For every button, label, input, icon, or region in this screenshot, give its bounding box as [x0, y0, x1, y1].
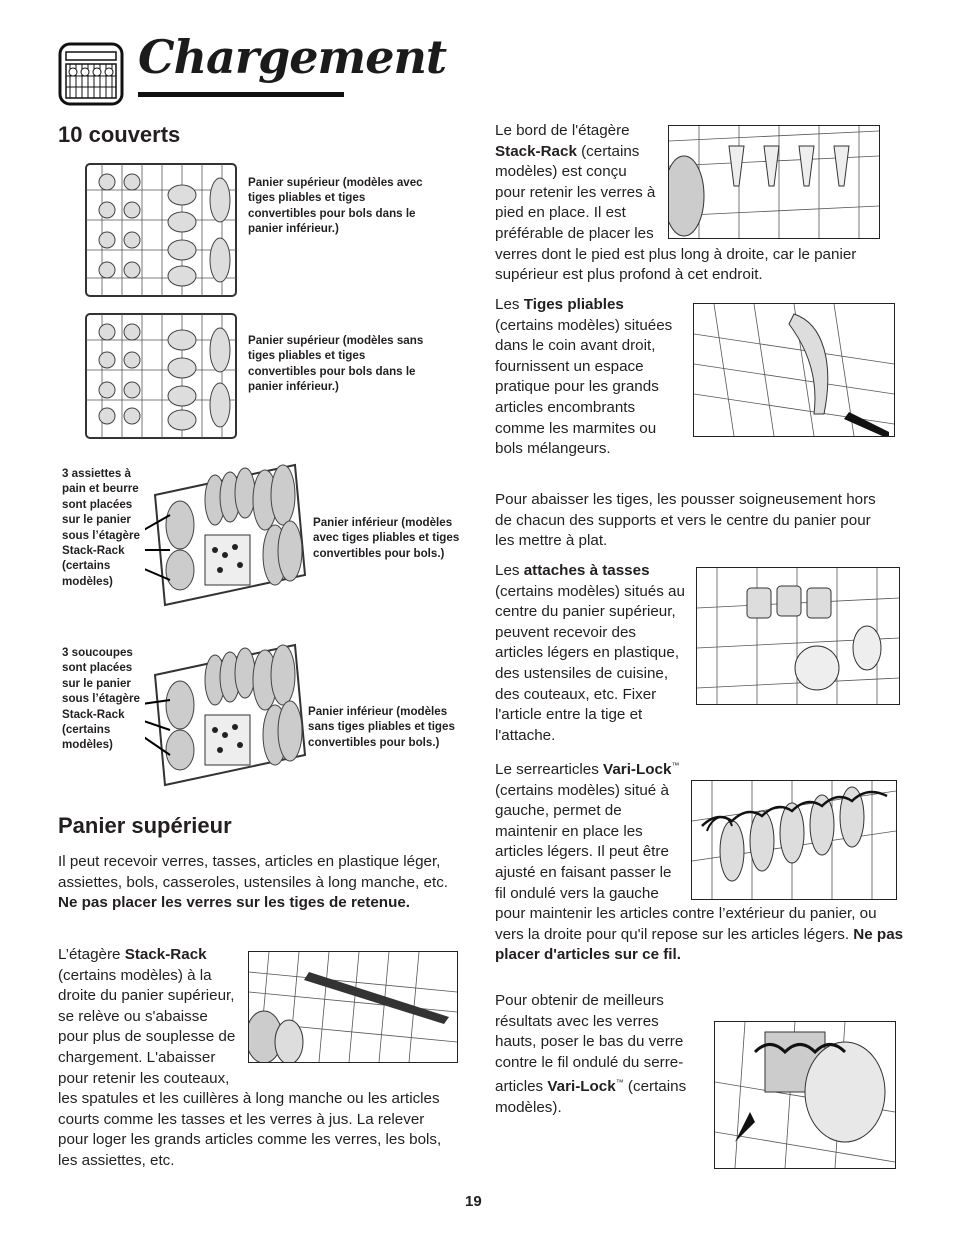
- para-vari-text-b: (certains modèles) situé à gauche, permet de maintenir en place les articles légers. Il peut être ajusté en faisant passer le fil ondulé vers la gauche pour maintenir les articles contre l’extérieur du panier, ou vers la droite pour qu'il repose sur les articles légers.: [495, 781, 877, 943]
- folding-tines-illustration: [693, 303, 895, 437]
- para-tiges-pliables: [495, 295, 895, 460]
- para-tiges-text-b: (certains modèles) situées dans le coin avant droit, fournissent un espace pratique pour les grands articles encombrants comme les marmites ou bols mélangeurs.: [495, 316, 673, 458]
- lower-rack-illustration-2: [145, 635, 310, 795]
- heading-panier-superieur: Panier supérieur: [58, 813, 232, 838]
- para-attaches-text-a: Les: [495, 562, 524, 579]
- para-panier-intro: [58, 852, 453, 914]
- para-verres-text-a: Pour obtenir de meilleurs résultats avec les verres hauts, poser le bas du verre contre le fil ondulé du serre-articles: [495, 992, 684, 1096]
- dishwasher-logo-icon: [58, 42, 124, 106]
- para-stack-rack-bold: Stack-Rack: [124, 946, 207, 963]
- cup-clips-illustration: [696, 567, 900, 705]
- para-vari-bold: Vari-Lock: [603, 761, 672, 779]
- caption-lower-rack-1-right: Panier inférieur (modèles avec tiges pliables et tiges convertibles pour bols.): [313, 516, 460, 560]
- para-vari-text-a: Le serrearticles: [495, 761, 604, 779]
- page-title: Chargement: [138, 30, 447, 84]
- para-attaches-bold: attaches à tasses: [523, 562, 650, 579]
- lower-rack-illustration-1: [145, 455, 310, 615]
- caption-lower-rack-1-left: 3 assiettes à pain et beurre sont placées sur le panier sous l’étagère Stack-Rack (certains modèles): [62, 467, 140, 588]
- upper-rack-illustration-1: [82, 160, 240, 300]
- para-edge-bold: Stack-Rack: [495, 142, 577, 160]
- para-verres-text-b: (certains modèles).: [495, 1078, 687, 1117]
- para-tiges-text-a: Les: [495, 296, 524, 313]
- para-abaisser-tiges: Pour abaisser les tiges, les pousser soigneusement hors de chacun des supports et vers le centre du panier pour les mettre à plat.: [495, 491, 876, 550]
- stack-rack-illustration: [248, 951, 458, 1063]
- title-underline: [138, 92, 344, 97]
- para-stack-rack-text-a: L’étagère: [58, 946, 125, 963]
- upper-rack-illustration-2: [82, 310, 240, 442]
- caption-upper-rack-1: Panier supérieur (modèles avec tiges pliables et tiges convertibles pour bols dans le panier inférieur.): [248, 176, 423, 236]
- vari-lock-illustration: [691, 780, 897, 900]
- para-vari-warning: Ne pas placer d'articles sur ce fil.: [495, 925, 904, 964]
- para-stack-rack-text-b: (certains modèles) à la droite du panier supérieur, se relève ou s'abaisse pour plus de souplesse de chargement. L'abaisser pour retenir les couteaux, les spatules et les cuillères à long manche ou les articles courts comme les tasses et les verres à jus. La relever pour loger les grands articles comme les verres, les bols, les assiettes, etc.: [58, 966, 442, 1169]
- para-stack-rack: [58, 945, 458, 1172]
- para-verres-hauts: [495, 991, 900, 1173]
- page-number: 19: [465, 1193, 482, 1210]
- para-edge-text-b: (certains modèles) est conçu pour retenir les verres à pied en place. Il est préférable de placer les verres dont le pied est plus long à droite, car le panier supérieur est plus profond à cet endroit.: [495, 142, 857, 284]
- para-vari-tm: ™: [671, 761, 680, 770]
- para-edge-text-a: Le bord de l'étagère: [495, 122, 630, 139]
- tall-glasses-illustration: [714, 1021, 896, 1169]
- para-tiges-bold: Tiges pliables: [523, 296, 624, 313]
- caption-lower-rack-2-left: 3 soucoupes sont placées sur le panier sous l’étagère Stack-Rack (certains modèles): [62, 646, 140, 752]
- para-panier-intro-warning: Ne pas placer les verres sur les tiges de retenue.: [58, 894, 411, 912]
- para-panier-intro-text: Il peut recevoir verres, tasses, articles en plastique léger, assiettes, bols, casseroles, ustensiles à long manche, etc.: [58, 853, 449, 891]
- heading-10-couverts: 10 couverts: [58, 122, 181, 147]
- para-verres-bold: Vari-Lock: [547, 1078, 616, 1096]
- caption-upper-rack-2: Panier supérieur (modèles sans tiges pliables et tiges convertibles pour bols dans le panier inférieur.): [248, 334, 424, 394]
- para-verres-tm: ™: [615, 1078, 624, 1088]
- para-attaches-text-b: (certains modèles) situés au centre du panier supérieur, peuvent recevoir des articles légers en plastique, des ustensiles de cuisine, des couteaux, etc. Fixer l'article entre la tige et l'attache.: [495, 582, 685, 744]
- para-attaches-tasses: [495, 561, 900, 746]
- para-vari-lock: [495, 756, 905, 966]
- caption-lower-rack-2-right: Panier inférieur (modèles sans tiges pliables et tiges convertibles pour bols.): [308, 705, 455, 749]
- stack-rack-edge-illustration: [668, 125, 880, 239]
- para-stack-rack-edge: [495, 121, 880, 286]
